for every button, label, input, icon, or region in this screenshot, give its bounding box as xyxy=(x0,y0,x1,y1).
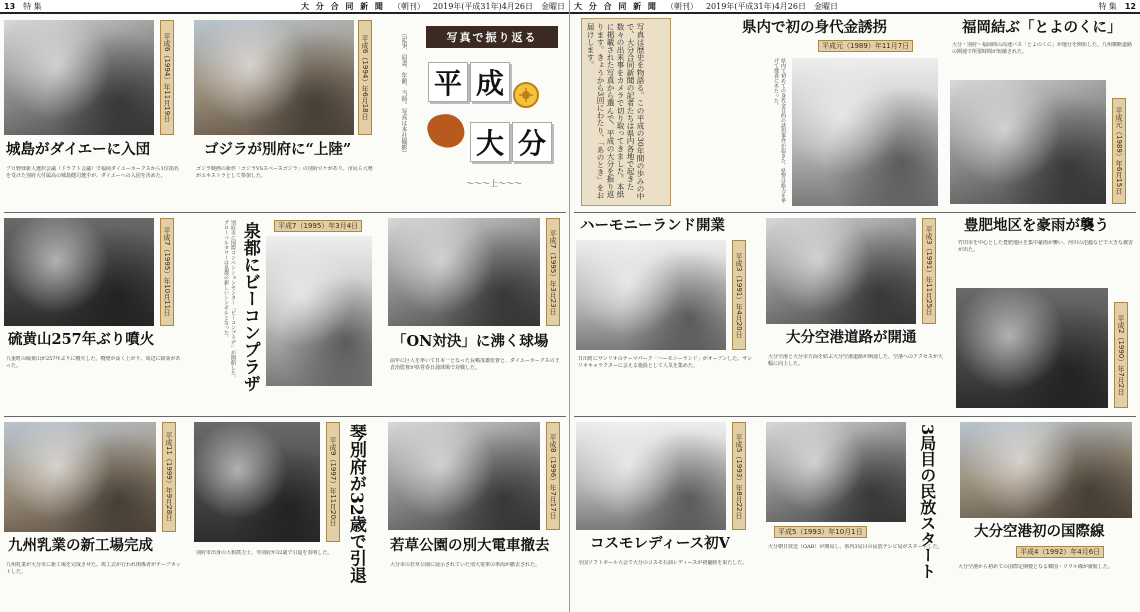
body-kinpai: 県内で初めての身代金目的の誘拐事件が起きた。県警は総力を挙げて捜査にあたった。 xyxy=(773,58,786,203)
dateband-kotobeppu: 平成9（1997）年11月20日 xyxy=(326,422,340,542)
body-cosmo: 全国ソフトボール大会で大分のコスモ石油レディースが初優勝を果たした。 xyxy=(578,560,748,566)
feature-title-block xyxy=(420,22,562,212)
article-densha xyxy=(388,420,566,612)
issue-date: 2019年(平成31年)4月26日 xyxy=(705,1,806,11)
body-kokusai: 大分空港から初めての国際定期便となる韓国・ソウル線が就航した。 xyxy=(958,564,1113,570)
headline-kokusai: 大分空港初の国際線 xyxy=(974,523,1105,540)
headline-kotobeppu: 琴別府が32歳で引退 xyxy=(345,424,366,584)
feature-banner: 写真で振り返る xyxy=(426,26,558,48)
headline-kinpai: 県内で初の身代金誘拐 xyxy=(742,19,887,36)
oita-map-icon xyxy=(425,111,467,152)
headline-toyonokuni: 福岡結ぶ「とよのくに」 xyxy=(962,19,1122,36)
body-kotobeppu: 別府市出身の大相撲力士、琴別府が32歳で引退を表明した。 xyxy=(196,550,333,556)
photo-oab xyxy=(766,422,906,522)
photo-kokusai xyxy=(960,422,1132,518)
dateband-harmony: 平成3（1991）年4月20日 xyxy=(732,240,746,350)
dateband-kyushu: 平成11（1999）年9月28日 xyxy=(162,422,176,532)
dateband-densha: 平成8（1996）年7月17日 xyxy=(546,422,560,530)
headline-oab: 3局目の民放スタート xyxy=(917,424,937,580)
dateband-godzilla: 平成6（1994）年6月18日 xyxy=(358,20,372,135)
article-kyushu xyxy=(4,420,186,612)
photo-toyonokuni xyxy=(950,80,1106,204)
body-iou: 九重町の硫黄山が257年ぶりに噴火した。噴煙が高く上がり、周辺に降灰があった。 xyxy=(6,356,181,369)
headline-on: 「ON対決」に沸く球場 xyxy=(392,333,549,350)
paper-name: 大 分 合 同 新 聞 xyxy=(574,0,658,11)
row-rule-r1 xyxy=(574,212,1136,213)
photo-harmony xyxy=(576,240,726,350)
headline-harmony: ハーモニーランド開業 xyxy=(580,217,725,234)
photo-godzilla xyxy=(194,20,354,135)
issue-date: 2019年(平成31年)4月26日 xyxy=(432,1,533,11)
photo-kotobeppu xyxy=(194,422,320,542)
headline-daiei: 城島がダイエーに入団 xyxy=(6,141,151,158)
photo-houhi xyxy=(956,288,1108,408)
section-name: 特 集 xyxy=(23,1,42,11)
dateband-iou: 平成7（1995）年10月11日 xyxy=(160,218,174,326)
article-cosmo xyxy=(576,420,758,612)
feature-lead-text: 写真は歴史を物語る。この平成の30年間の歩みの中で、大分合同新聞の記者たちは県内各地で起きた数々の出来事をカメラで切り取ってきました。本紙に掲載された写真から選んで、平成の大分を振り返ります。きょうから3回にわたり、「あのとき」をお届けします。 xyxy=(586,23,645,200)
headline-cosmo: コスモレディース初V xyxy=(590,535,730,552)
dateband-kinpai: 平成元（1989）年11月7日 xyxy=(818,40,913,52)
article-on xyxy=(388,216,566,412)
paper-name: 大 分 合 同 新 聞 xyxy=(301,0,385,11)
dateband-oab: 平成5（1993）年10月1日 xyxy=(774,526,867,538)
headline-beacon: 泉都にビーコンプラザ xyxy=(239,222,260,392)
article-houhi xyxy=(956,216,1136,412)
dateband-airport: 平成3（1991）年11月25日 xyxy=(922,218,936,324)
weekday: 金曜日 xyxy=(541,1,565,11)
dateband-kokusai: 平成4（1992）年4月6日 xyxy=(1016,546,1104,558)
dateband-toyonokuni: 平成元（1989）年6月15日 xyxy=(1112,98,1126,204)
row-rule-1 xyxy=(4,212,566,213)
masthead-right xyxy=(570,0,1140,14)
headline-godzilla: ゴジラが別府に“上陸” xyxy=(204,141,352,158)
photo-airport xyxy=(766,218,916,324)
sun-emblem-icon xyxy=(513,82,539,108)
body-daiei: プロ野球新人選択会議（ドラフト会議）で福岡ダイエーホークスから1位指名を受けた別府大付属高の城島健司選手が、ダイエーへの入団を決めた。 xyxy=(6,166,179,179)
body-kyushu: 九州乳業が大分市に新工場を完成させた。竣工式が行われ関係者がテープカットした。 xyxy=(6,562,181,575)
body-godzilla: ゴジラ映画の新作「ゴジラVSスペースゴジラ」の別府ロケがあり、市民ら大勢がエキストラとして参加した。 xyxy=(196,166,373,179)
article-beacon xyxy=(194,216,380,412)
photo-densha xyxy=(388,422,540,530)
masthead-left xyxy=(0,0,569,14)
row-rule-r2 xyxy=(574,416,1136,417)
photo-kinpai xyxy=(792,58,938,206)
article-toyonokuni xyxy=(950,18,1136,208)
body-houhi: 竹田市を中心とした豊肥地区を集中豪雨が襲い、河川の氾濫などで大きな被害が出た。 xyxy=(958,240,1134,253)
headline-densha: 若草公園の別大電車撤去 xyxy=(390,537,550,554)
title-tile-sei: 成 xyxy=(470,62,510,102)
section-name: 特 集 xyxy=(1098,1,1117,11)
body-densha: 大分市の若草公園に展示されていた別大電車の車両が撤去された。 xyxy=(390,562,541,568)
edition: （朝刊） xyxy=(665,1,698,11)
article-godzilla xyxy=(194,18,380,208)
article-iou xyxy=(4,216,186,412)
photo-cosmo xyxy=(576,422,726,530)
photo-daiei xyxy=(4,20,154,135)
article-kokusai xyxy=(956,420,1136,612)
weekday: 金曜日 xyxy=(814,1,838,11)
feature-credit: （記事、肩書、年齢、当時。写真は本社撮影） xyxy=(400,30,407,156)
body-beacon: 別府市に国際コンベンションセンター「ビーコンプラザ」が開館した。グローバルタワーは泉都の新しいシンボルとなった。 xyxy=(223,220,236,380)
photo-on xyxy=(388,218,540,326)
title-tile-bun: 分 xyxy=(512,122,552,162)
headline-houhi: 豊肥地区を豪雨が襲う xyxy=(964,217,1109,234)
article-daiei xyxy=(4,18,186,208)
dateband-daiei: 平成6（1994）年11月19日 xyxy=(160,20,174,135)
page-number: 13 xyxy=(4,1,16,11)
article-kinpai xyxy=(680,18,942,208)
photo-beacon xyxy=(266,236,372,386)
row-rule-2 xyxy=(4,416,566,417)
body-harmony: 日出町にサンリオのテーマパーク「ハーモニーランド」がオープンした。サンリオキャラクターに会える施設として人気を集めた。 xyxy=(578,356,752,369)
article-oab xyxy=(766,420,948,612)
article-airport xyxy=(766,216,948,412)
article-harmony xyxy=(576,216,758,412)
headline-airport: 大分空港道路が開通 xyxy=(786,329,917,346)
title-tile-hei: 平 xyxy=(428,62,468,102)
headline-kyushu: 九州乳業の新工場完成 xyxy=(8,537,153,554)
dateband-houhi: 平成2（1990）年7月2日 xyxy=(1114,302,1128,408)
photo-iou xyxy=(4,218,154,326)
body-oab: 大分朝日放送（OAB）が開局し、県内3局目の民放テレビ局がスタートした。 xyxy=(768,544,943,550)
photo-kyushu xyxy=(4,422,156,532)
body-toyonokuni: 大分・別府〜福岡間の高速バス「とよのくに」が運行を開始した。九州横断道路の開通で所要時間が短縮された。 xyxy=(952,42,1132,55)
body-airport: 大分空港と大分市方面を結ぶ大分空港道路が開通した。空港へのアクセスが大幅に向上した。 xyxy=(768,354,943,367)
dateband-beacon: 平成7（1995）年3月4日 xyxy=(274,220,362,232)
headline-iou: 硫黄山257年ぶり噴火 xyxy=(8,331,155,348)
dateband-on: 平成7（1995）年3月23日 xyxy=(546,218,560,326)
dateband-cosmo: 平成5（1993）年8月22日 xyxy=(732,422,746,530)
edition: （朝刊） xyxy=(392,1,425,11)
feature-part: 〜〜〜上〜〜〜 xyxy=(466,179,522,188)
article-kotobeppu xyxy=(194,420,380,612)
title-tile-dai: 大 xyxy=(470,122,510,162)
page-number: 12 xyxy=(1124,1,1136,11)
feature-lead-box xyxy=(581,18,671,206)
body-on: 前年に巨人を率いて日本一となった長嶋茂雄監督と、ダイエーホークスの王貞治監督が県営春日浦球場で対戦した。 xyxy=(390,358,560,371)
